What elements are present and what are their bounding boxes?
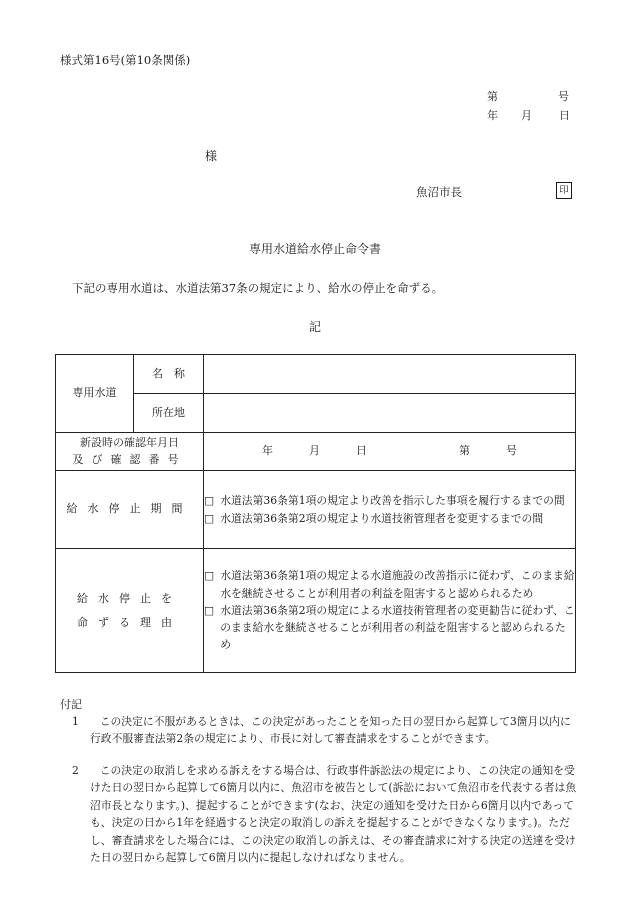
reason-label-line1: 給水停止を xyxy=(77,592,182,606)
confirm-day: 日 xyxy=(356,444,367,458)
doc-number-suffix: 号 xyxy=(558,90,569,103)
doc-number-prefix: 第 xyxy=(487,90,498,103)
order-table xyxy=(55,354,576,673)
reason-label xyxy=(56,549,204,673)
checkbox-icon[interactable]: □ xyxy=(204,569,215,583)
period-option-2-text: 水道法第36条第2項の規定より水道技術管理者を変更するまでの間 xyxy=(220,511,544,525)
name-label: 名 称 xyxy=(134,355,204,394)
name-row xyxy=(56,355,576,394)
issue-date-day: 日 xyxy=(559,109,570,122)
confirm-row xyxy=(56,433,576,471)
document-title: 専用水道給水停止命令書 xyxy=(248,242,381,256)
reason-options xyxy=(204,549,576,673)
confirm-label-line2: 及び確認番号 xyxy=(72,452,187,466)
issue-date-month: 月 xyxy=(521,109,532,122)
name-value[interactable] xyxy=(204,355,576,394)
confirm-number-prefix: 第 xyxy=(459,444,470,458)
reason-label-line2: 命ずる理由 xyxy=(77,615,182,629)
period-row xyxy=(56,471,576,549)
lead-text: 下記の専用水道は、水道法第37条の規定により、給水の停止を命ずる。 xyxy=(72,281,444,295)
note-text: この決定の取消しを求める訴えをする場合は、行政事件訴訟法の規定により、この決定の通知を受けた日の翌日から起算して6箇月以内に、魚沼市を被告として(訴訟において魚沼市を代表する者は魚沼市長となります。)、提起することができます(なお、決定の通知を受けた日から6箇月以内であっても、決定の日から1年を経過すると決定の取消しの訴えを提起することができなくなります。)。ただし、審査請求をした場合には、この決定の取消しの訴えは、その審査請求に対する決定の送達を受けた日の翌日から起算して6箇月以内に提起しなければなりません。 xyxy=(90,764,577,865)
checkbox-icon[interactable]: □ xyxy=(204,511,215,525)
reason-option-2-text: 水道法第36条第2項の規定による水道技術管理者の変更勧告に従わず、このまま給水を継続させることが利用者の利益を阻害すると認められるため xyxy=(220,603,575,652)
reason-option-1[interactable] xyxy=(204,567,575,602)
note-item-1 xyxy=(72,713,577,748)
reason-option-2[interactable] xyxy=(204,602,575,654)
period-options xyxy=(204,471,576,549)
reason-option-1-text: 水道法第36条第1項の規定よる水道施設の改善指示に従わず、このまま給水を継続させることが利用者の利益を阻害すると認められるため xyxy=(220,569,575,600)
note-number: 1 xyxy=(72,715,79,728)
period-option-2[interactable] xyxy=(204,510,575,527)
location-label: 所在地 xyxy=(134,394,204,433)
location-value[interactable] xyxy=(204,394,576,433)
period-label: 給水停止期間 xyxy=(56,471,204,549)
reason-row xyxy=(56,549,576,673)
form-number: 様式第16号(第10条関係) xyxy=(60,53,191,67)
note-number: 2 xyxy=(72,764,79,777)
confirm-month: 月 xyxy=(309,444,320,458)
notes-heading: 付記 xyxy=(60,698,82,711)
checkbox-icon[interactable]: □ xyxy=(204,603,215,617)
confirm-label-line1: 新設時の確認年月日 xyxy=(80,436,179,449)
note-text: この決定に不服があるときは、この決定があったことを知った日の翌日から起算して3箇月以内に行政不服審査法第2条の規定により、市長に対して審査請求をすることができます。 xyxy=(90,715,571,746)
location-row xyxy=(56,394,576,433)
issue-date-year: 年 xyxy=(487,109,498,122)
confirm-year: 年 xyxy=(262,444,273,458)
note-item-2 xyxy=(72,762,577,867)
confirm-value[interactable] xyxy=(204,433,576,471)
confirm-number-suffix: 号 xyxy=(506,444,517,458)
issuer-name: 魚沼市長 xyxy=(416,185,462,199)
addressee-suffix: 様 xyxy=(205,149,218,163)
period-option-1[interactable] xyxy=(204,492,575,509)
checkbox-icon[interactable]: □ xyxy=(204,494,215,508)
seal-mark: 印 xyxy=(556,182,572,199)
ki-heading: 記 xyxy=(308,320,321,334)
water-system-label: 専用水道 xyxy=(56,355,134,433)
confirm-label xyxy=(56,433,204,471)
period-option-1-text: 水道法第36条第1項の規定より改善を指示した事項を履行するまでの間 xyxy=(220,494,565,508)
